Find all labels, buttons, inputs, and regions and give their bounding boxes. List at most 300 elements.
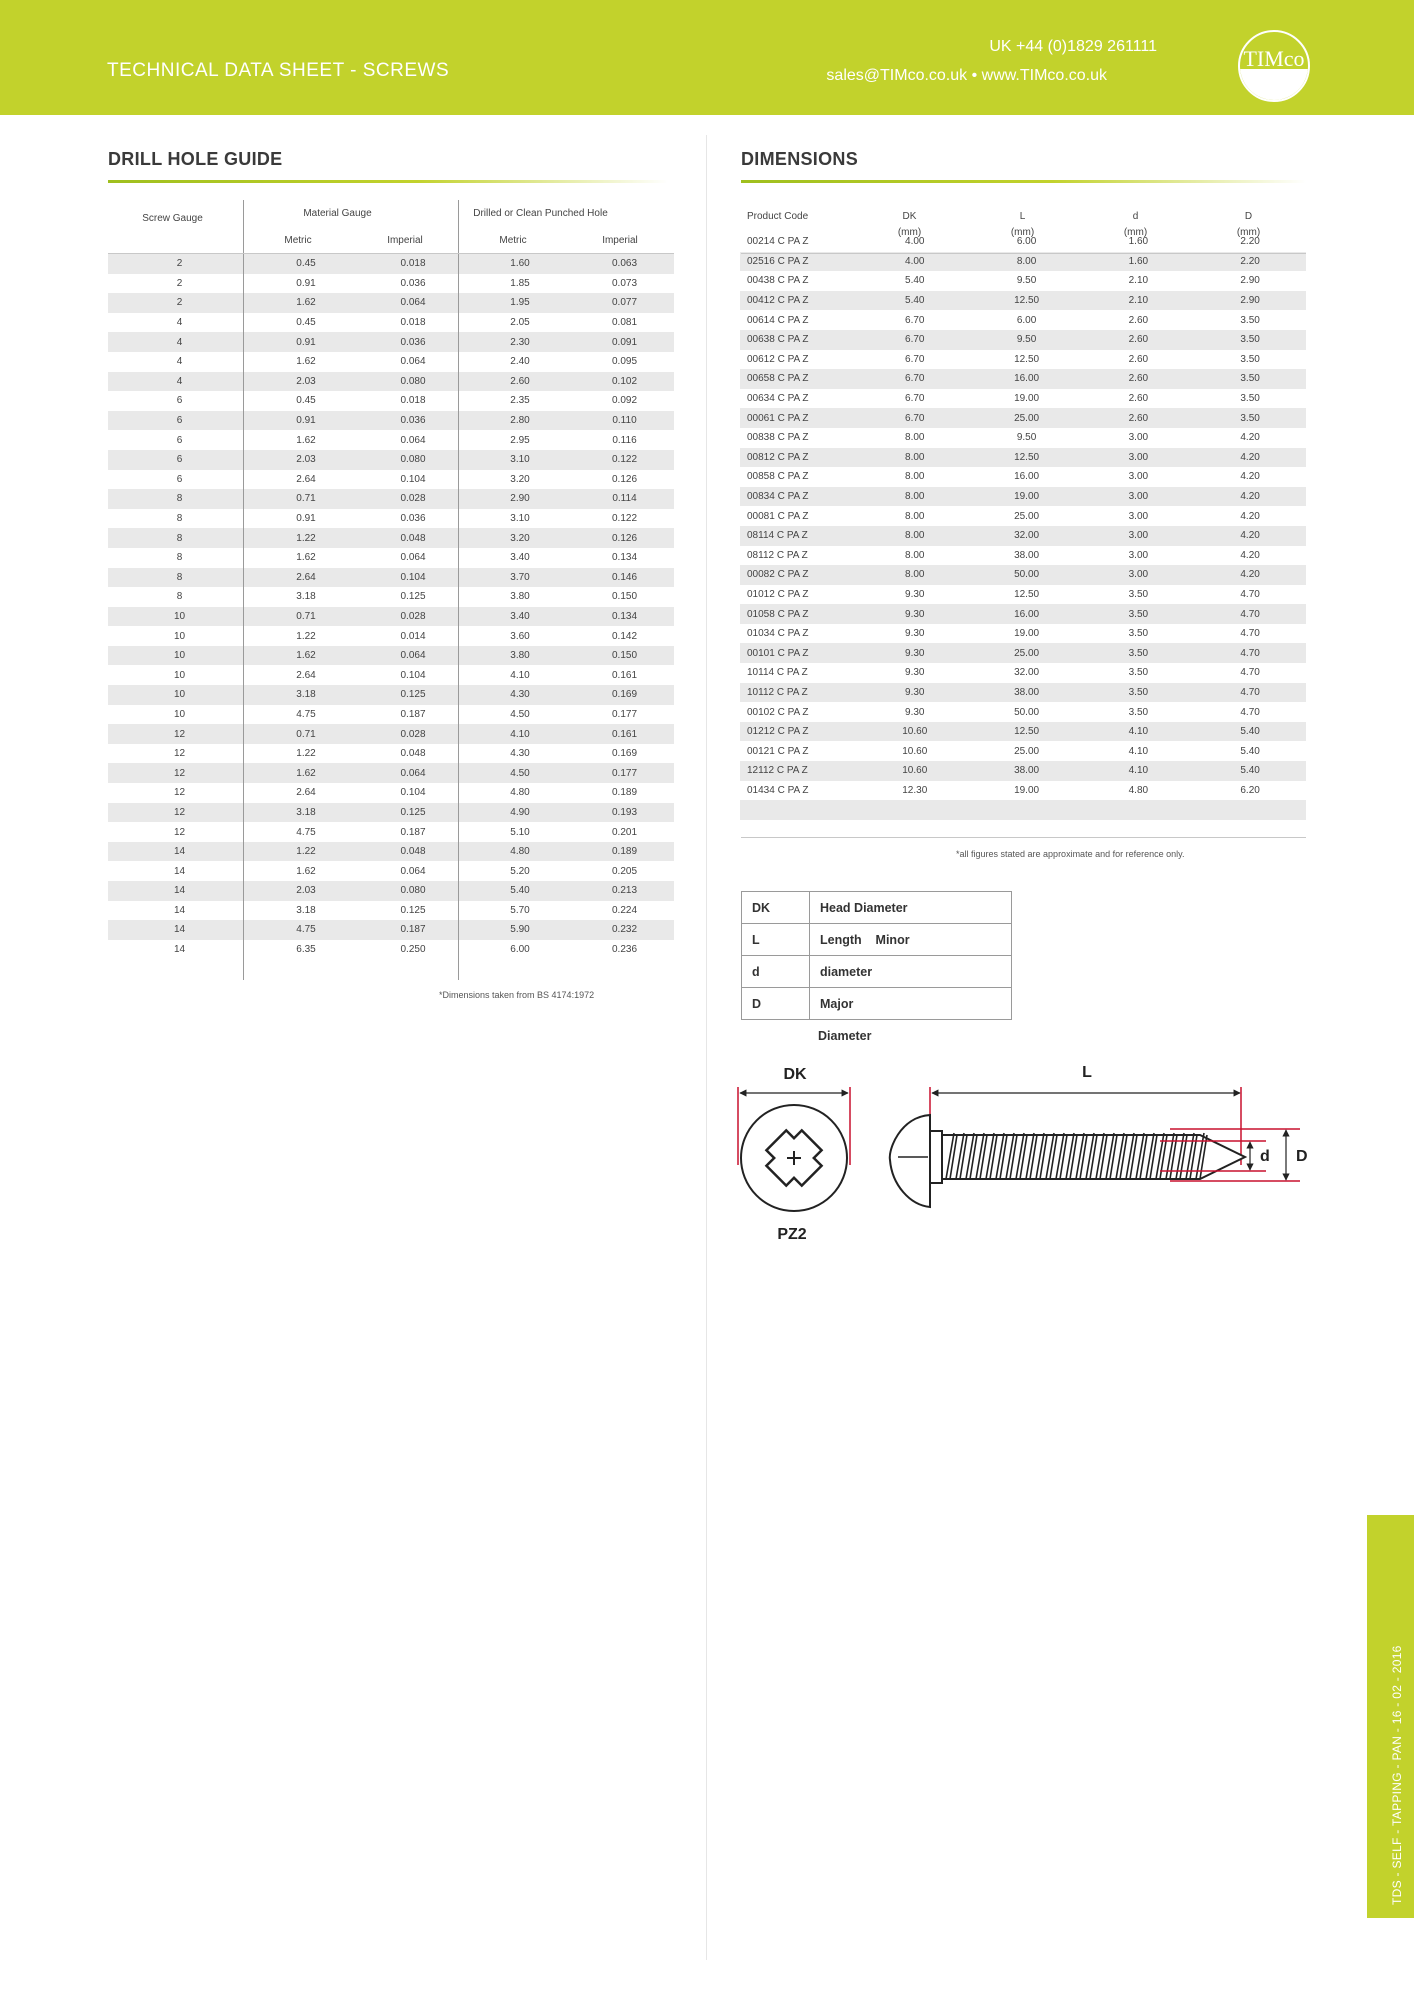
- table-row: [740, 310, 1306, 330]
- table-cell: 0.064: [400, 434, 426, 446]
- table-row: [108, 332, 674, 352]
- table-cell: 12.30: [902, 784, 928, 796]
- timco-logo: [1238, 30, 1310, 102]
- table-cell: 2.40: [510, 356, 530, 368]
- table-cell: 0.104: [400, 787, 426, 799]
- table-cell: 0.126: [611, 473, 638, 485]
- product-code-cell: 00061 C PA Z: [740, 408, 859, 428]
- metric-header: Metric: [499, 235, 527, 246]
- table-cell: 0.45: [296, 317, 316, 329]
- product-code-cell: 10114 C PA Z: [747, 667, 808, 679]
- table-cell: 50.00: [971, 565, 1083, 585]
- table-cell: 3.00: [1128, 471, 1149, 483]
- table-cell: 2.64: [296, 787, 316, 799]
- table-cell: 3.10: [465, 450, 575, 470]
- table-cell: 0.036: [361, 411, 465, 431]
- table-cell: 10: [108, 607, 251, 627]
- table-cell: 0.091: [575, 332, 674, 352]
- product-code-cell: 01058 C PA Z: [740, 604, 859, 624]
- table-cell: 3.80: [465, 646, 575, 666]
- table-cell: 25.00: [1014, 510, 1040, 522]
- table-row: [108, 489, 674, 509]
- table-cell: 2.10: [1082, 291, 1194, 311]
- table-cell: 4.90: [465, 803, 575, 823]
- table-cell: 2.03: [251, 881, 361, 901]
- product-code-cell: 00102 C PA Z: [747, 706, 809, 718]
- table-cell: 3.00: [1128, 549, 1149, 561]
- table-cell: 1.22: [251, 842, 361, 862]
- table-cell: 3.50: [1240, 393, 1260, 405]
- dimensions-unit-label: (mm): [1010, 227, 1035, 238]
- table-row: [108, 920, 674, 940]
- table-cell: 2.80: [465, 411, 575, 431]
- table-cell: 8: [108, 489, 251, 509]
- table-cell: 4.50: [510, 708, 530, 720]
- table-cell: 2.90: [465, 489, 575, 509]
- table-cell: 3.18: [296, 591, 316, 603]
- product-code-cell: 00638 C PA Z: [740, 330, 859, 350]
- table-cell: 0.125: [361, 685, 465, 705]
- dimensions-footnote: *all figures stated are approximate and for reference only.: [956, 849, 1185, 859]
- table-cell: 3.00: [1128, 510, 1149, 522]
- table-cell: 0.91: [296, 513, 316, 525]
- table-cell: 3.00: [1128, 432, 1149, 444]
- table-row: [108, 861, 674, 881]
- table-cell: 4.20: [1194, 565, 1306, 585]
- table-cell: 0.095: [611, 356, 638, 368]
- table-row: [108, 430, 674, 450]
- table-row: [740, 526, 1306, 546]
- table-cell: 4.70: [1194, 604, 1306, 624]
- table-row: [108, 470, 674, 490]
- table-cell: 0.146: [575, 568, 674, 588]
- table-cell: 1.60: [1128, 236, 1149, 248]
- table-row: [740, 585, 1306, 605]
- table-cell: 1.22: [296, 748, 316, 760]
- table-row: [740, 252, 1306, 272]
- legend-row: [742, 924, 1012, 956]
- product-code-cell: 00838 C PA Z: [747, 432, 809, 444]
- table-cell: 16.00: [1014, 471, 1040, 483]
- table-cell: 6.00: [1016, 236, 1037, 248]
- table-cell: 4.10: [465, 724, 575, 744]
- table-cell: 4.70: [1240, 667, 1260, 679]
- table-cell: 4.10: [510, 669, 530, 681]
- table-cell: 8: [176, 552, 183, 564]
- table-cell: 2.90: [1194, 291, 1306, 311]
- table-cell: 25.00: [971, 408, 1083, 428]
- table-cell: 0.036: [361, 332, 465, 352]
- legend-key: d: [742, 956, 810, 988]
- product-code-cell: 00082 C PA Z: [740, 565, 859, 585]
- table-cell: 12.50: [971, 722, 1083, 742]
- table-row: [108, 607, 674, 627]
- table-row: [740, 467, 1306, 487]
- table-cell: 0.91: [296, 277, 316, 289]
- table-cell: 6.00: [1016, 314, 1037, 326]
- table-row: [108, 411, 674, 431]
- table-cell: 0.014: [400, 630, 426, 642]
- table-cell: 0.236: [611, 944, 638, 956]
- table-cell: 4.00: [905, 236, 925, 248]
- legend-extra-label: Diameter: [818, 1029, 872, 1043]
- drill-table-rule: [243, 200, 244, 980]
- table-cell: 25.00: [1014, 745, 1040, 757]
- table-cell: 0.028: [361, 724, 465, 744]
- l-label: L: [1082, 1064, 1092, 1081]
- d-label: d: [1260, 1148, 1270, 1165]
- table-cell: 0.028: [361, 607, 465, 627]
- table-cell: 25.00: [971, 643, 1083, 663]
- table-cell: 0.080: [361, 372, 465, 392]
- product-code-cell: 02516 C PA Z: [740, 252, 859, 272]
- table-cell: 0.104: [361, 568, 465, 588]
- table-cell: 9.30: [905, 588, 925, 600]
- dk-label: DK: [783, 1066, 807, 1083]
- table-row: [740, 565, 1306, 585]
- table-cell: 0.116: [612, 434, 637, 446]
- table-cell: 2.20: [1194, 252, 1306, 272]
- table-cell: 14: [108, 842, 251, 862]
- table-cell: 5.90: [465, 920, 575, 940]
- screw-gauge-header: Screw Gauge: [142, 213, 203, 224]
- table-cell: 1.85: [510, 277, 530, 289]
- table-cell: 3.00: [1082, 565, 1194, 585]
- drill-guide-footnote: *Dimensions taken from BS 4174:1972: [439, 990, 595, 1000]
- table-cell: 4: [176, 356, 183, 368]
- table-cell: 0.018: [361, 254, 465, 274]
- table-cell: 3.50: [1082, 643, 1194, 663]
- table-cell: 2: [108, 254, 251, 274]
- drilled-hole-header: Drilled or Clean Punched Hole: [473, 208, 608, 219]
- table-cell: 1.62: [251, 293, 361, 313]
- product-code-cell: 01212 C PA Z: [740, 722, 859, 742]
- table-cell: 12: [108, 803, 251, 823]
- dimension-legend: [741, 891, 1012, 1020]
- table-cell: 5.40: [1240, 745, 1260, 757]
- table-cell: 14: [173, 865, 186, 877]
- dimensions-title: DIMENSIONS: [741, 149, 859, 169]
- table-row: [108, 568, 674, 588]
- table-row: [740, 271, 1306, 291]
- table-cell: 0.187: [400, 708, 426, 720]
- table-cell: 6.70: [859, 369, 971, 389]
- table-cell: 14: [173, 944, 186, 956]
- table-row: [740, 291, 1306, 311]
- table-cell: 3.40: [510, 552, 530, 564]
- table-cell: 4.70: [1240, 628, 1260, 640]
- table-cell: 6.70: [905, 353, 925, 365]
- table-cell: 0.161: [611, 669, 638, 681]
- drill-table-header-rule: [108, 253, 674, 254]
- table-cell: 38.00: [971, 761, 1083, 781]
- table-cell: 1.62: [251, 646, 361, 666]
- table-cell: 0.71: [251, 489, 361, 509]
- table-cell: 0.064: [400, 552, 426, 564]
- table-cell: 16.00: [971, 369, 1083, 389]
- table-cell: 8.00: [859, 526, 971, 546]
- table-cell: 6.70: [905, 314, 925, 326]
- contact-line: sales@TIMco.co.uk • www.TIMco.co.uk: [826, 67, 1107, 84]
- column-divider: [706, 135, 707, 1960]
- table-cell: 0.073: [611, 277, 638, 289]
- table-cell: 4: [108, 372, 251, 392]
- table-cell: 32.00: [1014, 667, 1040, 679]
- table-cell: 2.30: [465, 332, 575, 352]
- table-cell: 1.62: [251, 763, 361, 783]
- table-cell: 4: [108, 332, 251, 352]
- table-cell: 3.50: [1082, 604, 1194, 624]
- table-cell: 0.142: [611, 630, 638, 642]
- table-cell: 10: [173, 669, 186, 681]
- product-code-cell: 00614 C PA Z: [747, 314, 809, 326]
- table-cell: 19.00: [1014, 393, 1040, 405]
- table-cell: 32.00: [971, 526, 1083, 546]
- table-cell: 4.80: [1128, 784, 1149, 796]
- table-row: [108, 254, 674, 274]
- table-cell: 3.18: [251, 803, 361, 823]
- table-cell: 0.45: [296, 395, 316, 407]
- table-cell: 2.20: [1240, 236, 1260, 248]
- table-cell: 2.03: [251, 450, 361, 470]
- table-cell: 12: [173, 748, 186, 760]
- dimensions-column-header: L: [1019, 211, 1026, 222]
- table-cell: 4.20: [1240, 549, 1260, 561]
- product-code-cell: 00412 C PA Z: [740, 291, 859, 311]
- table-cell: 0.122: [611, 513, 638, 525]
- product-code-cell: 00121 C PA Z: [747, 745, 809, 757]
- table-row: [108, 293, 674, 313]
- table-cell: 9.50: [971, 330, 1083, 350]
- product-code-cell: 00858 C PA Z: [747, 471, 809, 483]
- screw-diagram: [730, 1055, 1330, 1255]
- table-cell: 8.00: [905, 549, 925, 561]
- table-cell: 0.064: [400, 356, 426, 368]
- product-code-cell: 00812 C PA Z: [740, 448, 859, 468]
- product-code-cell: 12112 C PA Z: [740, 761, 859, 781]
- table-cell: 3.50: [1128, 588, 1149, 600]
- table-cell: 0.71: [251, 724, 361, 744]
- drill-hole-table: [108, 254, 674, 959]
- table-cell: 1.62: [296, 356, 316, 368]
- table-cell: 4.20: [1194, 526, 1306, 546]
- table-row: [108, 587, 674, 607]
- table-cell: 4.20: [1240, 471, 1260, 483]
- table-row: [108, 528, 674, 548]
- table-cell: 4.20: [1240, 432, 1260, 444]
- dimensions-column-header: D: [1244, 211, 1253, 222]
- table-row: [108, 685, 674, 705]
- table-cell: 6: [108, 450, 251, 470]
- table-cell: 1.62: [296, 434, 316, 446]
- product-code-cell: 08112 C PA Z: [747, 549, 808, 561]
- table-cell: 4.80: [465, 842, 575, 862]
- table-cell: 0.063: [575, 254, 674, 274]
- table-cell: 0.71: [251, 607, 361, 627]
- table-cell: 3.50: [1240, 353, 1260, 365]
- table-cell: 1.95: [465, 293, 575, 313]
- table-cell: 8: [108, 568, 251, 588]
- product-code-cell: 08114 C PA Z: [740, 526, 859, 546]
- product-code-cell: 00438 C PA Z: [747, 275, 809, 287]
- table-cell: 3.20: [510, 473, 530, 485]
- table-cell: 4.20: [1194, 448, 1306, 468]
- legend-key: L: [742, 924, 810, 956]
- table-cell: 4.00: [859, 252, 971, 272]
- table-cell: 0.169: [611, 748, 638, 760]
- metric-header: Metric: [284, 235, 312, 246]
- table-cell: 1.60: [465, 254, 575, 274]
- table-row: [108, 372, 674, 392]
- drill-guide-underline: [108, 180, 668, 183]
- table-row: [108, 901, 674, 921]
- table-cell: 4.10: [1128, 745, 1149, 757]
- table-cell: 5.40: [1194, 722, 1306, 742]
- table-row: [740, 389, 1306, 409]
- table-cell: 0.104: [400, 473, 426, 485]
- table-cell: 0.187: [400, 826, 426, 838]
- table-cell: 3.50: [1194, 330, 1306, 350]
- table-cell: 1.62: [296, 552, 316, 564]
- material-gauge-header: Material Gauge: [303, 208, 372, 219]
- table-cell: 10.60: [859, 722, 971, 742]
- table-row: [108, 391, 674, 411]
- table-cell: 0.150: [575, 646, 674, 666]
- table-cell: 3.50: [1128, 628, 1149, 640]
- table-cell: 8.00: [905, 432, 925, 444]
- dimensions-underline: [741, 180, 1306, 183]
- table-cell: 2.60: [1128, 353, 1149, 365]
- table-cell: 2.60: [1082, 369, 1194, 389]
- table-cell: 9.30: [905, 628, 925, 640]
- table-cell: 0.189: [575, 842, 674, 862]
- table-cell: 0.232: [575, 920, 674, 940]
- table-cell: 0.110: [575, 411, 674, 431]
- table-row: [740, 350, 1306, 370]
- table-cell: 9.30: [859, 683, 971, 703]
- table-cell: 8: [108, 528, 251, 548]
- table-row: [108, 842, 674, 862]
- table-cell: 12.50: [971, 448, 1083, 468]
- table-cell: 3.18: [296, 904, 316, 916]
- table-cell: 5.40: [859, 291, 971, 311]
- dimensions-unit-label: (mm): [1123, 227, 1148, 238]
- legend-value: diameter: [810, 956, 1012, 988]
- product-code-cell: 01034 C PA Z: [747, 628, 809, 640]
- table-cell: 3.50: [1240, 314, 1260, 326]
- table-row: [108, 450, 674, 470]
- table-cell: 0.224: [611, 904, 638, 916]
- table-cell: 5.20: [510, 865, 530, 877]
- table-row: [740, 232, 1306, 252]
- table-cell: 6: [176, 434, 183, 446]
- table-row: [108, 940, 674, 960]
- table-cell: 4.70: [1240, 588, 1260, 600]
- table-cell: 2.10: [1128, 275, 1149, 287]
- table-cell: 3.50: [1194, 369, 1306, 389]
- table-row: [108, 626, 674, 646]
- dimensions-header-rule: [741, 253, 1306, 254]
- side-tab: [1367, 1515, 1414, 1918]
- table-cell: 5.40: [1194, 761, 1306, 781]
- table-cell: 5.70: [510, 904, 530, 916]
- table-cell: 4.75: [296, 826, 316, 838]
- table-cell: 1.62: [296, 865, 316, 877]
- table-cell: 8.00: [905, 510, 925, 522]
- table-cell: 0.134: [575, 607, 674, 627]
- table-cell: 1.22: [296, 630, 316, 642]
- table-cell: 8.00: [905, 471, 925, 483]
- table-cell: 1.22: [251, 528, 361, 548]
- table-cell: 0.201: [611, 826, 638, 838]
- table-cell: 19.00: [1014, 628, 1040, 640]
- table-cell: 0.081: [611, 317, 638, 329]
- table-cell: 0.064: [361, 293, 465, 313]
- table-row: [740, 702, 1306, 722]
- table-cell: 3.00: [1082, 448, 1194, 468]
- legend-key: D: [742, 988, 810, 1020]
- table-cell: 0.064: [400, 865, 426, 877]
- table-cell: 9.30: [905, 706, 925, 718]
- table-cell: 8: [176, 591, 183, 603]
- table-cell: 4.75: [251, 920, 361, 940]
- table-cell: 2.64: [296, 473, 316, 485]
- drill-table-rule: [458, 200, 459, 980]
- table-cell: 0.064: [361, 763, 465, 783]
- product-code-cell: 00634 C PA Z: [747, 393, 809, 405]
- table-row: [740, 741, 1306, 761]
- page-header: [0, 0, 1414, 115]
- table-cell: 0.092: [611, 395, 638, 407]
- table-cell: 0.114: [575, 489, 674, 509]
- document-title: TECHNICAL DATA SHEET - SCREWS: [107, 60, 450, 81]
- table-cell: 0.048: [361, 528, 465, 548]
- table-cell: 0.048: [361, 842, 465, 862]
- table-cell: 0.125: [361, 803, 465, 823]
- table-row: [108, 274, 674, 294]
- table-cell: 6.70: [859, 408, 971, 428]
- table-cell: 5.40: [905, 275, 925, 287]
- table-cell: 38.00: [971, 683, 1083, 703]
- table-cell: 8.00: [859, 487, 971, 507]
- table-cell: 3.20: [465, 528, 575, 548]
- legend-value: Major: [810, 988, 1012, 1020]
- table-row: [740, 408, 1306, 428]
- product-code-cell: 00612 C PA Z: [747, 353, 809, 365]
- table-cell: 3.60: [510, 630, 530, 642]
- table-cell: 14: [173, 904, 186, 916]
- table-cell: 12: [173, 826, 186, 838]
- table-cell: 6.70: [905, 393, 925, 405]
- table-cell: 6: [176, 473, 183, 485]
- table-row: [108, 509, 674, 529]
- table-cell: 0.018: [400, 395, 426, 407]
- table-cell: 8.00: [859, 448, 971, 468]
- table-row: [740, 683, 1306, 703]
- table-cell: 2.05: [510, 317, 530, 329]
- imperial-header: Imperial: [602, 235, 638, 246]
- table-cell: 12.50: [1014, 588, 1040, 600]
- table-cell: 0.177: [611, 708, 638, 720]
- table-cell: 4.10: [1082, 722, 1194, 742]
- table-cell: 0.122: [575, 450, 674, 470]
- table-row: [740, 369, 1306, 389]
- logo-text: TIMco: [1243, 46, 1305, 71]
- dimensions-column-header: d: [1132, 211, 1139, 222]
- table-cell: 0.205: [611, 865, 638, 877]
- table-cell: 14: [108, 881, 251, 901]
- table-cell: 4.20: [1194, 487, 1306, 507]
